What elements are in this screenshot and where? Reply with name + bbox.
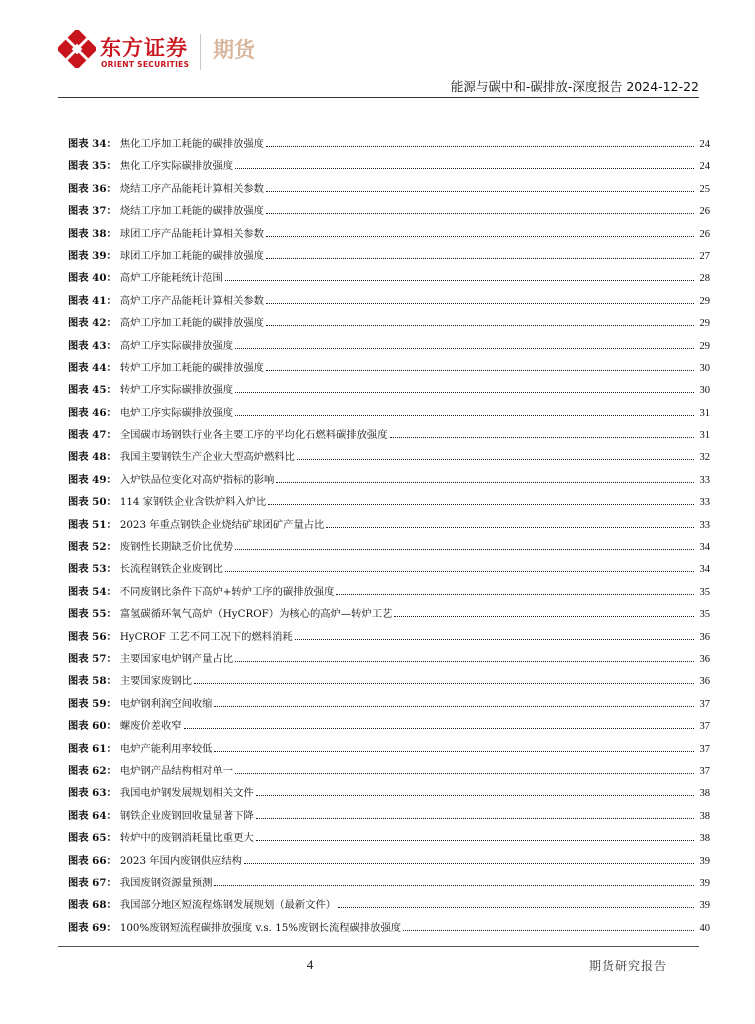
toc-entry[interactable] (68, 695, 710, 717)
toc-entry[interactable] (68, 292, 710, 314)
header-rule (58, 97, 699, 98)
toc-entry-label: 图表 35： (68, 160, 117, 173)
toc-dot-leader (336, 594, 694, 595)
toc-entry-label: 图表 41： (68, 294, 117, 307)
toc-dot-leader (394, 616, 694, 617)
toc-entry-title: 球团工序产品能耗计算相关参数 (119, 227, 264, 240)
toc-dot-leader (235, 415, 694, 416)
toc-dot-leader (194, 683, 694, 684)
toc-entry-label: 图表 40： (68, 272, 117, 285)
toc-entry[interactable] (68, 807, 710, 829)
toc-entry-title: 电炉产能利用率较低 (119, 742, 213, 755)
toc-dot-leader (235, 168, 694, 169)
toc-entry-page: 30 (699, 385, 710, 397)
toc-entry-page: 31 (699, 430, 710, 442)
toc-entry-label: 图表 38： (68, 227, 117, 240)
toc-entry-title: 主要国家废钢比 (119, 675, 192, 688)
toc-entry[interactable] (68, 404, 710, 426)
toc-entry-title: 螺废价差收窄 (119, 720, 182, 733)
toc-dot-leader (244, 863, 694, 864)
toc-entry-title: 电炉钢利润空间收缩 (119, 697, 213, 710)
toc-dot-leader (268, 504, 694, 505)
orient-securities-logo-icon (58, 30, 96, 68)
toc-entry-title: 高炉工序加工耗能的碳排放强度 (119, 317, 264, 330)
toc-entry-page: 32 (699, 452, 710, 464)
toc-dot-leader (235, 392, 694, 393)
toc-entry[interactable] (68, 784, 710, 806)
toc-entry[interactable] (68, 762, 710, 784)
toc-entry-page: 24 (699, 161, 710, 173)
brand-name-en: ORIENT SECURITIES (101, 60, 190, 69)
toc-entry-label: 图表 67： (68, 876, 117, 889)
toc-entry[interactable] (68, 426, 710, 448)
toc-entry[interactable] (68, 448, 710, 470)
toc-entry[interactable] (68, 605, 710, 627)
toc-dot-leader (266, 303, 694, 304)
toc-dot-leader (390, 437, 694, 438)
toc-entry-title: 我国主要钢铁生产企业大型高炉燃料比 (119, 451, 295, 464)
toc-dot-leader (235, 661, 694, 662)
toc-entry-title: 焦化工序加工耗能的碳排放强度 (119, 138, 264, 150)
toc-entry-title: 2023 年国内废钢供应结构 (119, 854, 242, 867)
toc-entry-title: HyCROF 工艺不同工况下的燃料消耗 (119, 630, 293, 643)
toc-entry-label: 图表 65： (68, 832, 117, 845)
toc-entry-page: 26 (699, 228, 710, 240)
toc-dot-leader (266, 370, 694, 371)
toc-entry[interactable] (68, 628, 710, 650)
toc-entry[interactable] (68, 359, 710, 381)
toc-dot-leader (266, 258, 694, 259)
toc-entry[interactable] (68, 135, 710, 157)
toc-entry-label: 图表 50： (68, 496, 117, 509)
toc-entry-label: 图表 56： (68, 630, 117, 643)
toc-entry-label: 图表 47： (68, 429, 117, 442)
toc-entry-title: 钢铁企业废钢回收量显著下降 (119, 809, 254, 822)
toc-entry-title: 我国部分地区短流程炼钢发展规划（最新文件） (119, 899, 337, 912)
toc-entry-page: 34 (699, 564, 710, 576)
toc-entry-label: 图表 58： (68, 675, 117, 688)
toc-entry-page: 29 (699, 340, 710, 352)
toc-dot-leader (235, 549, 694, 550)
toc-entry-title: 焦化工序实际碳排放强度 (119, 160, 234, 173)
toc-entry-title: 烧结工序加工耗能的碳排放强度 (119, 205, 264, 218)
toc-entry-label: 图表 64： (68, 809, 117, 822)
toc-dot-leader (225, 280, 694, 281)
toc-entry-page: 27 (699, 250, 710, 262)
toc-entry-label: 图表 55： (68, 608, 117, 621)
toc-entry-page: 38 (699, 788, 710, 800)
toc-entry-page: 36 (699, 676, 710, 688)
toc-entry-title: 不同废钢比条件下高炉+转炉工序的碳排放强度 (119, 585, 335, 598)
toc-entry-page: 38 (699, 833, 710, 845)
toc-dot-leader (214, 885, 694, 886)
toc-entry-label: 图表 69： (68, 921, 117, 934)
toc-entry[interactable] (68, 493, 710, 515)
toc-entry-label: 图表 52： (68, 541, 117, 554)
toc-entry-label: 图表 60： (68, 720, 117, 733)
toc-entry[interactable] (68, 852, 710, 874)
footer-rule (58, 946, 699, 947)
toc-entry-title: 高炉工序实际碳排放强度 (119, 339, 234, 352)
toc-dot-leader (295, 639, 694, 640)
page-number: 4 (306, 957, 314, 972)
toc-entry-label: 图表 63： (68, 787, 117, 800)
toc-entry-title: 富氢碳循环氧气高炉（HyCROF）为核心的高炉—转炉工艺 (119, 608, 393, 621)
toc-dot-leader (403, 930, 694, 931)
toc-dot-leader (266, 236, 694, 237)
toc-entry-page: 33 (699, 474, 710, 486)
toc-entry[interactable] (68, 516, 710, 538)
brand-subtitle: 期货 (213, 38, 255, 62)
toc-entry-label: 图表 62： (68, 764, 117, 777)
toc-entry[interactable] (68, 314, 710, 336)
toc-entry-title: 我国废钢资源量预测 (119, 876, 213, 889)
toc-entry-page: 36 (699, 631, 710, 643)
toc-entry-page: 25 (699, 183, 710, 195)
toc-entry-page: 29 (699, 295, 710, 307)
toc-entry[interactable] (68, 874, 710, 896)
toc-dot-leader (276, 482, 694, 483)
toc-dot-leader (266, 191, 694, 192)
toc-entry-page: 31 (699, 407, 710, 419)
toc-entry-title: 废钢性长期缺乏价比优势 (119, 541, 234, 554)
toc-dot-leader (326, 527, 694, 528)
report-title: 能源与碳中和-碳排放-深度报告 2024-12-22 (450, 79, 699, 94)
toc-dot-leader (266, 213, 694, 214)
toc-entry-page: 38 (699, 810, 710, 822)
page-header (0, 0, 755, 100)
toc-entry[interactable] (68, 471, 710, 493)
toc-entry-label: 图表 36： (68, 182, 117, 195)
toc-entry-label: 图表 54： (68, 585, 117, 598)
toc-entry-label: 图表 39： (68, 249, 117, 262)
toc-entry[interactable] (68, 650, 710, 672)
toc-entry-page: 39 (699, 900, 710, 912)
toc-entry[interactable] (68, 225, 710, 247)
toc-entry-label: 图表 46： (68, 406, 117, 419)
toc-entry-page: 26 (699, 206, 710, 218)
toc-entry-page: 36 (699, 653, 710, 665)
toc-dot-leader (225, 571, 694, 572)
toc-entry-page: 29 (699, 318, 710, 330)
toc-entry-title: 长流程钢铁企业废钢比 (119, 563, 223, 576)
toc-entry[interactable] (68, 247, 710, 269)
toc-entry-title: 100%废钢短流程碳排放强度 v.s. 15%废钢长流程碳排放强度 (119, 921, 402, 934)
toc-entry[interactable] (68, 538, 710, 560)
toc-dot-leader (256, 818, 694, 819)
toc-entry[interactable] (68, 269, 710, 291)
toc-entry[interactable] (68, 180, 710, 202)
toc-entry-title: 烧结工序产品能耗计算相关参数 (119, 182, 264, 195)
toc-entry-page: 35 (699, 609, 710, 621)
toc-entry-title: 主要国家电炉钢产量占比 (119, 652, 234, 665)
toc-entry-label: 图表 45： (68, 384, 117, 397)
toc-entry-title: 电炉工序实际碳排放强度 (119, 406, 234, 419)
toc-dot-leader (235, 348, 694, 349)
toc-entry-page: 28 (699, 273, 710, 285)
toc-entry-label: 图表 44： (68, 361, 117, 374)
toc-entry-title: 114 家钢铁企业含铁炉料入炉比 (119, 496, 267, 509)
toc-entry[interactable] (68, 896, 710, 918)
toc-dot-leader (235, 773, 694, 774)
toc-entry-title: 全国碳市场钢铁行业各主要工序的平均化石燃料碳排放强度 (119, 429, 388, 442)
footer-label: 期货研究报告 (588, 959, 667, 973)
toc-entry-title: 2023 年重点钢铁企业烧结矿球团矿产量占比 (119, 518, 325, 531)
toc-entry[interactable] (68, 560, 710, 582)
toc-entry[interactable] (68, 740, 710, 762)
toc-entry-title: 我国电炉钢发展规划相关文件 (119, 787, 254, 800)
toc-entry-label: 图表 43： (68, 339, 117, 352)
toc-entry[interactable] (68, 202, 710, 224)
toc-entry-page: 30 (699, 362, 710, 374)
toc-entry-label: 图表 53： (68, 563, 117, 576)
toc-entry-label: 图表 68： (68, 899, 117, 912)
toc-entry-title: 电炉钢产品结构相对单一 (119, 764, 234, 777)
toc-entry-page: 24 (699, 139, 710, 150)
toc-entry-title: 高炉工序产品能耗计算相关参数 (119, 294, 264, 307)
toc-dot-leader (256, 795, 694, 796)
toc-entry-page: 33 (699, 497, 710, 509)
brand-divider (200, 34, 201, 70)
toc-entry-page: 34 (699, 542, 710, 554)
toc-entry-page: 37 (699, 721, 710, 733)
toc-entry-label: 图表 51： (68, 518, 117, 531)
toc-dot-leader (214, 706, 694, 707)
toc-entry[interactable] (68, 829, 710, 851)
toc-entry-page: 33 (699, 519, 710, 531)
toc-entry[interactable] (68, 157, 710, 179)
toc-dot-leader (266, 146, 694, 147)
toc-dot-leader (184, 728, 694, 729)
toc-entry-label: 图表 61： (68, 742, 117, 755)
toc-entry-title: 转炉工序加工耗能的碳排放强度 (119, 361, 264, 374)
figure-list (68, 135, 710, 941)
toc-entry-page: 40 (699, 922, 710, 934)
toc-entry-label: 图表 49： (68, 473, 117, 486)
toc-dot-leader (338, 907, 694, 908)
toc-entry-page: 39 (699, 877, 710, 889)
toc-entry-title: 入炉铁品位变化对高炉指标的影响 (119, 473, 275, 486)
toc-entry-title: 高炉工序能耗统计范围 (119, 272, 223, 285)
toc-entry-label: 图表 57： (68, 652, 117, 665)
toc-dot-leader (214, 751, 694, 752)
toc-entry-title: 球团工序加工耗能的碳排放强度 (119, 249, 264, 262)
toc-entry[interactable] (68, 583, 710, 605)
toc-entry-page: 37 (699, 743, 710, 755)
toc-entry[interactable] (68, 337, 710, 359)
toc-entry[interactable] (68, 672, 710, 694)
toc-entry-page: 39 (699, 855, 710, 867)
toc-entry-page: 35 (699, 586, 710, 598)
toc-dot-leader (256, 840, 694, 841)
toc-entry-label: 图表 48： (68, 451, 117, 464)
toc-entry[interactable] (68, 919, 710, 941)
toc-dot-leader (297, 459, 694, 460)
toc-dot-leader (266, 325, 694, 326)
toc-entry-title: 转炉工序实际碳排放强度 (119, 384, 234, 397)
toc-entry[interactable] (68, 381, 710, 403)
brand-name-cn: 东方证券 (100, 36, 188, 60)
toc-entry-title: 转炉中的废钢消耗量比重更大 (119, 832, 254, 845)
toc-entry-label: 图表 34： (68, 138, 117, 150)
toc-entry-label: 图表 66： (68, 854, 117, 867)
toc-entry[interactable] (68, 717, 710, 739)
toc-entry-label: 图表 59： (68, 697, 117, 710)
toc-entry-page: 37 (699, 698, 710, 710)
toc-entry-page: 37 (699, 765, 710, 777)
toc-entry-label: 图表 42： (68, 317, 117, 330)
toc-entry-label: 图表 37： (68, 205, 117, 218)
